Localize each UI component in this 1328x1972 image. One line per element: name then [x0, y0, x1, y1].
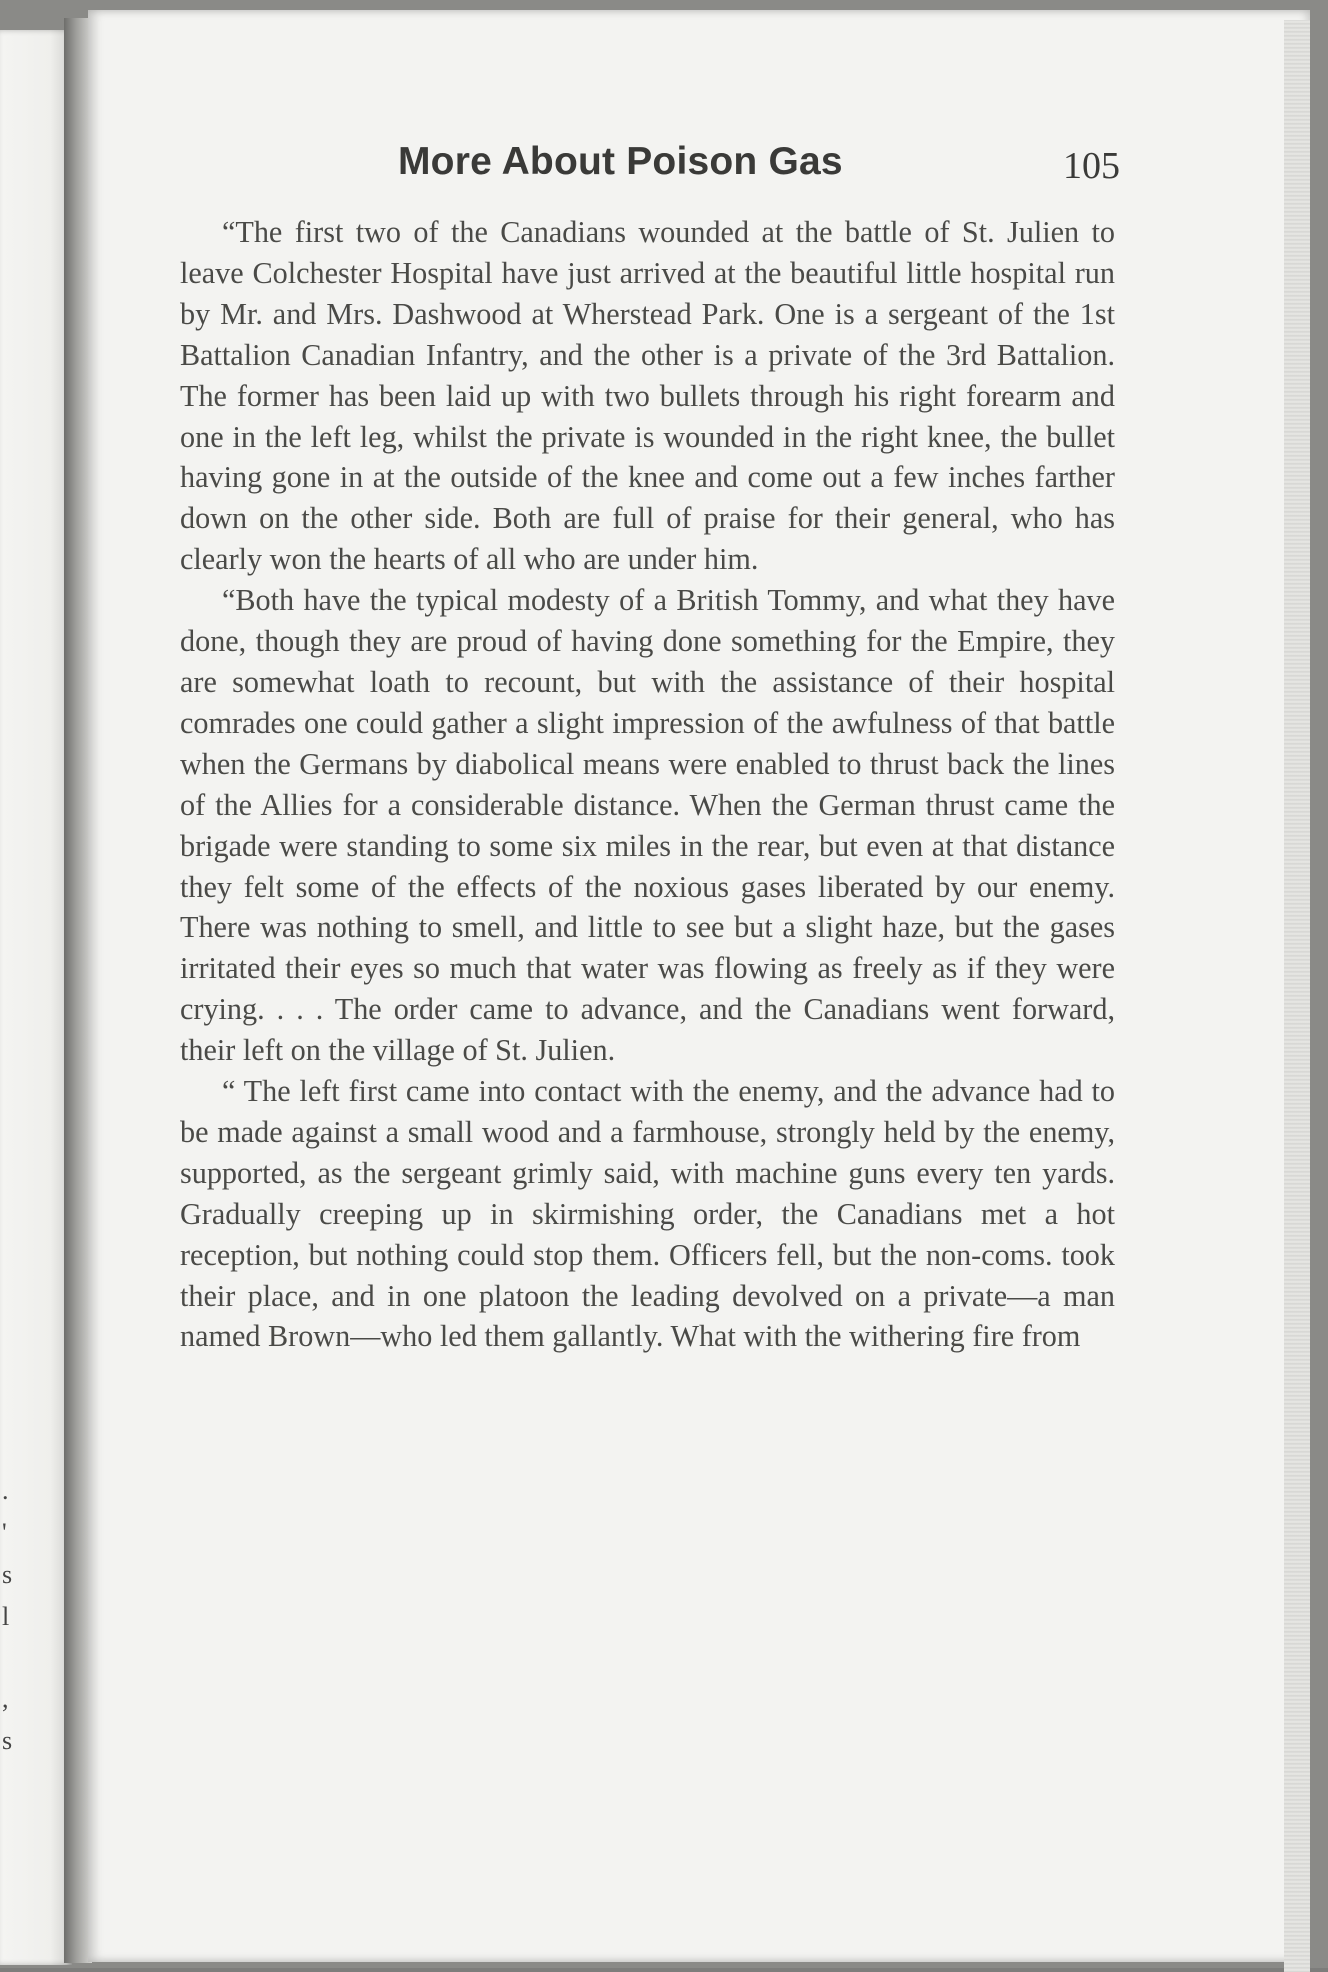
left-fragment: ': [2, 1518, 7, 1547]
left-fragment: .: [2, 1476, 9, 1505]
left-fragment: ,: [2, 1684, 9, 1713]
left-fragment: s: [2, 1726, 13, 1755]
left-fragment: l: [2, 1602, 10, 1631]
page-header: [180, 140, 1120, 200]
body-text: [180, 212, 1115, 1357]
left-page-fragments: [2, 1470, 16, 1762]
paragraph: “Both have the typical modesty of a British Tommy, and what they have done, though they are proud of having done something for the Empire, they are somewhat loath to recount, but with the assistance of their hospital comrades one could gather a slight impression of the awfulness of that battle when the Germans by diabolical means were enabled to thrust back the lines of the Allies for a considerable distance. When the German thrust came the brigade were standing to some six miles in the rear, but even at that distance they felt some of the effects of the noxious gases liberated by our enemy. There was nothing to smell, and little to see but a slight haze, but the gases irritated their eyes so much that water was flowing as freely as if they were crying. . . . The order came to advance, and the Canadians went forward, their left on the village of St. Julien.: [180, 583, 1115, 1068]
page-edge: [1284, 20, 1310, 1972]
running-title: More About Poison Gas: [398, 140, 843, 183]
paragraph: “The first two of the Canadians wounded at the battle of St. Julien to leave Colchester Hospital have just arrived at the beautiful little hospital run by Mr. and Mrs. Dashwood at Wherstead Park. One is a sergeant of the 1st Battalion Canadian Infantry, and the other is a private of the 3rd Battalion. The former has been laid up with two bullets through his right forearm and one in the left leg, whilst the private is wounded in the right knee, the bullet having gone in at the outside of the knee and come out a few inches farther down on the other side. Both are full of praise for their general, who has clearly won the hearts of all who are under him.: [180, 215, 1115, 577]
paragraph: “ The left first came into contact with the enemy, and the advance had to be made against a small wood and a farmhouse, strongly held by the enemy, supported, as the sergeant grimly said, with machine guns every ten yards. Gradually creeping up in skirmishing order, the Canadians met a hot reception, but nothing could stop them. Officers fell, but the non-coms. took their place, and in one platoon the leading devolved on a private—a man named Brown—who led them gallantly. What with the withering fire from: [180, 1074, 1115, 1354]
page-number: 105: [1063, 145, 1120, 187]
left-page-edge: [0, 30, 72, 1965]
left-fragment: s: [2, 1560, 13, 1589]
